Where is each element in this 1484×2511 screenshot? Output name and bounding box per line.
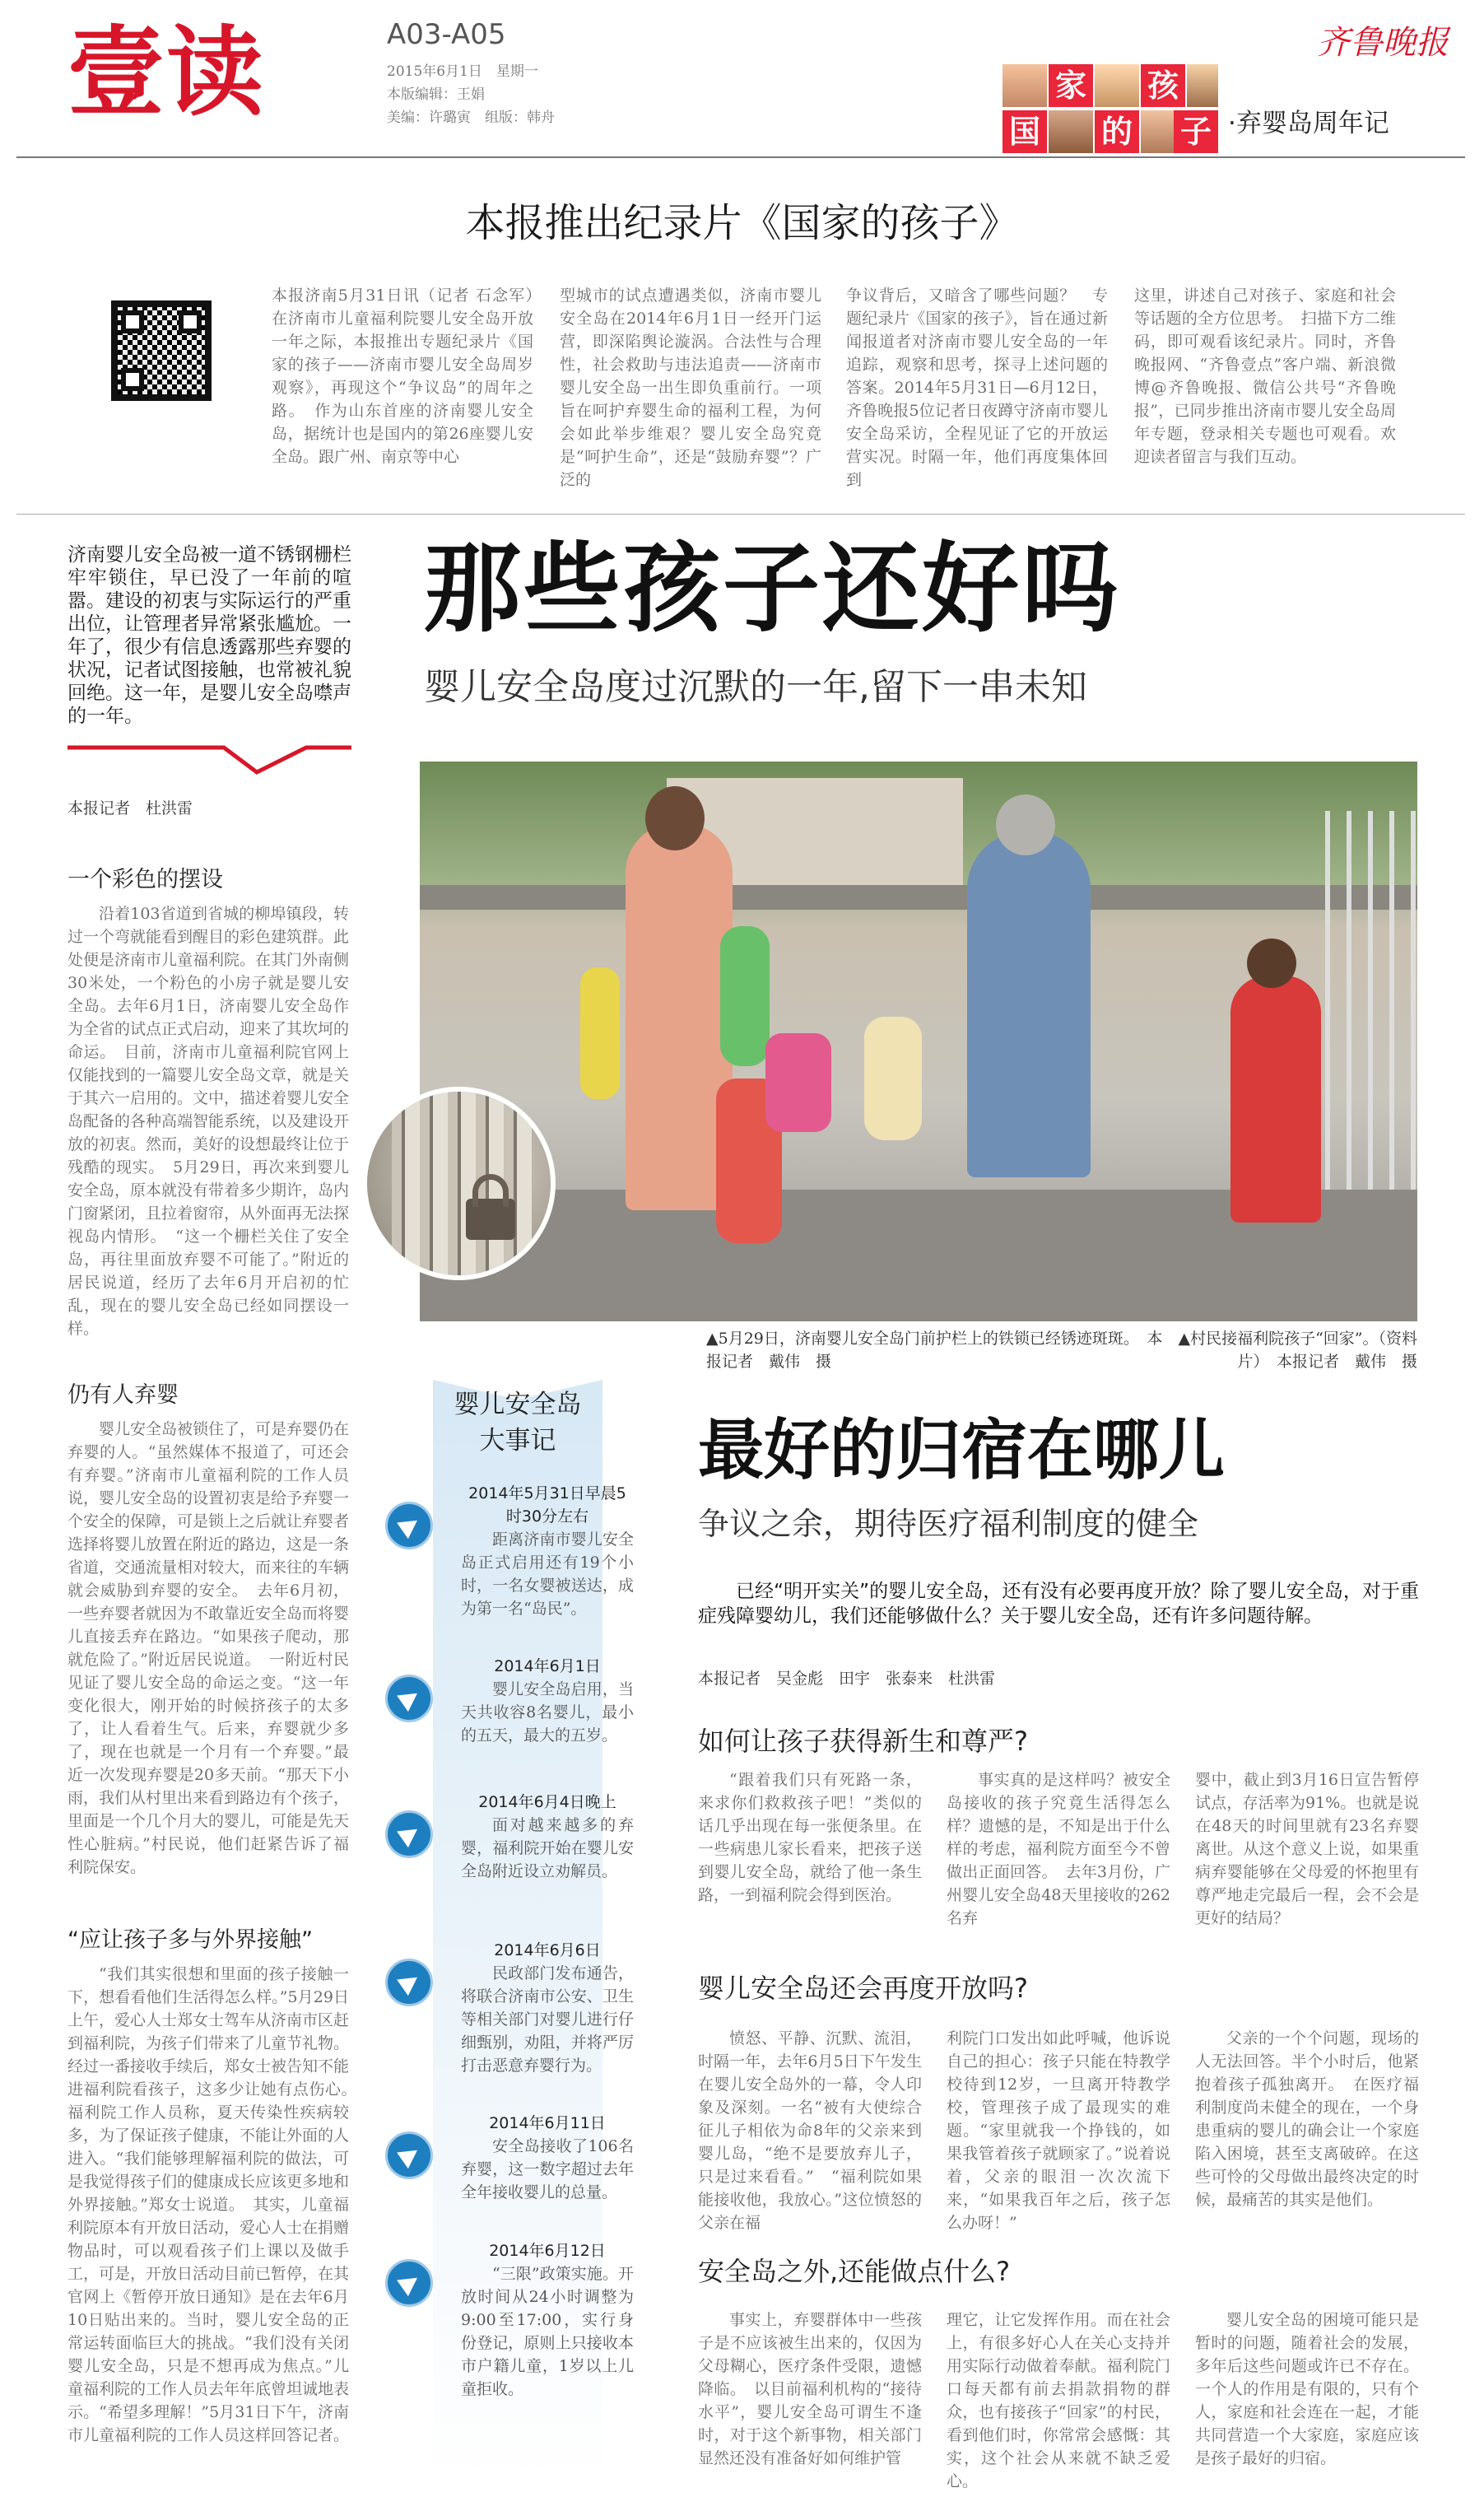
qr-code[interactable] (111, 300, 212, 401)
question-2-title: 婴儿安全岛还会再度开放吗? (698, 1973, 1028, 2004)
timeline-item (385, 2112, 632, 2252)
story1-lede: 济南婴儿安全岛被一道不锈钢栅栏牢牢锁住，早已没了一年前的喧嚣。建设的初衷与实际运行的严重出位，让管理者异常紧张尴尬。一年了，很少有信息透露那些弃婴的状况，记者试图接触，也常被礼貌回绝。这一年，是婴儿安全岛噤声的一年。 (67, 544, 351, 727)
paragraph: “跟着我们只有死路一条，来求你们救救孩子吧！”类似的话几乎出现在每一张便条里。在一些病患儿家长看来，把孩子送到婴儿安全岛，就给了他一条生路，一到福利院会得到医治。 (698, 1771, 922, 1904)
paragraph: 愤怒、平静、沉默、流泪，时隔一年，去年6月5日下午发生在婴儿安全岛外的一幕，令人印象及深刻。一名“被有大使综合征儿子相依为命8年的父亲来到婴儿岛，“绝不是要放弃儿子，只是过来看看。” “福利院如果能接收他，我放心。”这位愤怒的父亲在福 (698, 2029, 922, 2232)
timeline-entry (461, 2112, 634, 2204)
arrow-icon (385, 1810, 433, 1858)
intro-col-1: 本报济南5月31日讯（记者 石念军） 在济南市儿童福利院婴儿安全岛开放一年之际，本报推出专题纪录片《国家的孩子——济南市婴儿安全岛周岁观察》，再现这个“争议岛”的周年之路。 作为山东首座的济南婴儿安全岛，据统计也是国内的第26座婴儿安全岛。跟广州、南京等中心 (272, 287, 550, 466)
series-photo (1049, 110, 1093, 153)
story1-section-1: 一个彩色的摆设 (67, 867, 223, 892)
story1-body-2 (67, 1418, 349, 1879)
paragraph: 理它，让它发挥作用。而在社会上，有很多好心人在关心支持并用实际行动做着奉献。福利院门口每天都有前去捐款捐物的群众，也有接孩子“回家”的村民，看到他们时，你常常会感慨：其实，这个社会从来就不缺乏爱心。 (947, 2311, 1170, 2490)
series-char: 的 (1095, 110, 1139, 153)
timeline-text: 婴儿安全岛启用，当天共收容8名婴儿，最小的五天，最大的五岁。 (461, 1680, 634, 1745)
section-logo: 壹读 (67, 16, 266, 129)
q3-col-3 (1195, 2308, 1419, 2470)
paragraph: 父亲的一个个问题，现场的人无法回答。半个小时后，他紧抱着孩子孤独离开。 在医疗福利制度尚未健全的现在，一个身患重病的婴儿的确会让一个家庭陷入困境，甚至支离破碎。在这些可怜的父母做出最终决定的时候，最痛苦的其实是他们。 (1195, 2029, 1419, 2209)
timeline-entry (461, 1791, 634, 1883)
paragraph: 婴儿安全岛的困境可能只是暂时的问题，随着社会的发展，多年后这些问题或许已不存在。一个人的作用是有限的，只有个人，家庭和社会连在一起，才能共同营造一个大家庭，家庭应该是孩子最好的归宿。 (1195, 2311, 1419, 2467)
arrow-icon (385, 1675, 433, 1722)
q1-col-3 (1195, 1768, 1419, 1930)
intro-col-2: 型城市的试点遭遇类似，济南市婴儿安全岛在2014年6月1日一经开门运营，即深陷舆论漩涡。合法性与合理性，社会救助与违法追责——济南市婴儿安全岛一出生即负重前行。一项旨在呵护弃婴生命的福利工程，为何会如此举步维艰？婴儿安全岛究竟是“呵护生命”，还是“鼓励弃婴”？广泛的 (560, 287, 821, 489)
newspaper-logo: 齐鲁晚报 (1317, 24, 1449, 62)
intro-col-4: 这里，讲述自己对孩子、家庭和社会等话题的全方位思考。 扫描下方二维码，即可观看该纪录片。同时，齐鲁晚报网、“齐鲁壹点”客户端、新浪微博@齐鲁晚报、微信公共号“齐鲁晚报”，已同步推出济南市婴儿安全岛周年专题，登录相关专题也可观看。欢迎读者留言与我们互动。 (1134, 287, 1396, 466)
timeline-entry (461, 2239, 634, 2401)
story1-headline: 那些孩子还好吗 (424, 532, 1122, 645)
timeline-date: 2014年6月6日 (494, 1941, 601, 1959)
q1-col-2 (947, 1768, 1170, 1930)
arrow-icon (385, 2259, 433, 2307)
caption-right: ▲村民接福利院孩子“回家”。（资料片） 本报记者 戴伟 摄 (1178, 1330, 1417, 1371)
story1-subhead: 婴儿安全岛度过沉默的一年,留下一串未知 (424, 666, 1087, 708)
series-char: 孩 (1141, 64, 1185, 107)
q2-col-2 (947, 2027, 1170, 2234)
timeline-date: 2014年5月31日早晨5时30分左右 (468, 1484, 626, 1526)
lock-photo (362, 1087, 556, 1280)
lede-text: 已经“明开实关”的婴儿安全岛，还有没有必要再度开放？除了婴儿安全岛，对于重症残障婴幼儿，我们还能够做什么？关于婴儿安全岛，还有许多问题待解。 (698, 1581, 1419, 1627)
question-1-title: 如何让孩子获得新生和尊严? (698, 1726, 1028, 1757)
masthead-design: 美编：许璐寅 组版：韩舟 (387, 109, 555, 126)
timeline-text: 距离济南市婴儿安全岛正式启用还有19个小时，一名女婴被送达，成为第一名“岛民”。 (461, 1530, 634, 1618)
story2-lede (698, 1579, 1419, 1628)
paragraph: “我们其实很想和里面的孩子接触一下，想看看他们生活得怎么样。”5月29日上午，爱心人士郑女士驾车从济南市区赶到福利院，为孩子们带来了儿童节礼物。经过一番接收手续后，郑女士被告知不能进福利院看孩子，这多少让她有点伤心。 福利院工作人员称，夏天传染性疾病较多，为了保证孩子健康，不能让外面的人进入。“我们能够理解福利院的做法，可是我觉得孩子们的健康成长应该更多地和外界接触。”郑女士说道。 其实，儿童福利院原本有开放日活动，爱心人士在捐赠物品时，可以观看孩子们上课以及做手工，可是，开放日活动目前已暂停，在其官网上《暂停开放日通知》是在去年6月10日贴出来的。当时，婴儿安全岛的正常运转面临巨大的挑战。“我们没有关闭婴儿安全岛，只是不想再成为焦点。”儿童福利院的工作人员去年年底曾坦诚地表示。“希望多理解！”5月31日下午，济南市儿童福利院的工作人员这样回答记者。 (67, 1965, 365, 2444)
arrow-icon (385, 1502, 433, 1549)
paragraph: 沿着103省道到省城的柳埠镇段，转过一个弯就能看到醒目的彩色建筑群。此处便是济南市儿童福利院。在其门外南侧30米处，一个粉色的小房子就是婴儿安全岛。去年6月1日，济南婴儿安全岛作为全省的试点正式启动，迎来了其坎坷的命运。 目前，济南市儿童福利院官网上仅能找到的一篇婴儿安全岛文章，就是关于其六一启用的。文中，描述着婴儿安全岛配备的各种高端智能系统，以及建设开放的初衷。然而，美好的设想最终让位于残酷的现实。 5月29日，再次来到婴儿安全岛，原本就没有带着多少期许，岛内门窗紧闭，且拉着窗帘，从外面再无法探视岛内情形。 “这一个栅栏关住了安全岛，再往里面放弃婴不可能了。”附近的居民说道，经历了去年6月开启初的忙乱，现在的婴儿安全岛已经如同摆设一样。 (67, 905, 350, 1338)
series-label: ·弃婴岛周年记 (1228, 109, 1389, 138)
series-photo (1095, 64, 1139, 107)
timeline-text: “三限”政策实施。开放时间从24小时调整为9:00至17:00，实行身份登记，原则上只接收本市户籍儿童，1岁以上儿童拒收。 (461, 2265, 634, 2398)
timeline-text: 安全岛接收了106名弃婴，这一数字超过去年全年接收婴儿的总量。 (461, 2137, 634, 2201)
masthead-editor: 本版编辑：王娟 (387, 86, 485, 103)
timeline (385, 1350, 650, 2486)
paragraph: 利院门口发出如此呼喊，他诉说自己的担心：孩子只能在特教学校待到12岁，一旦离开特教学校，管理孩子成了最现实的难题。“家里就我一个挣钱的，如果我管着孩子就顾家了。”说着说着，父亲的眼泪一次次流下来，“如果我百年之后，孩子怎么办呀！” (947, 2029, 1170, 2232)
q2-col-1 (698, 2027, 922, 2234)
lede-pointer (67, 739, 351, 780)
intro-col-3: 争议背后，又暗含了哪些问题？ 专题纪录片《国家的孩子》，旨在通过新闻报道者对济南市婴儿安全岛的一年追踪，观察和思考，探寻上述问题的答案。2014年5月31日—6月12日，齐鲁晚报5位记者日夜蹲守济南市婴儿安全岛采访，全程见证了它的开放运营实况。时隔一年，他们再度集体回到 (846, 287, 1108, 489)
timeline-text: 面对越来越多的弃婴，福利院开始在婴儿安全岛附近设立劝解员。 (461, 1816, 634, 1880)
timeline-text: 民政部门发布通告，将联合济南市公安、卫生等相关部门对婴儿进行仔细甄别，劝阻，并将严厉打击恶意弃婴行为。 (461, 1964, 634, 2075)
story1-body-3 (67, 1963, 365, 2447)
timeline-entry (461, 1655, 634, 1747)
arrow-icon (385, 1959, 433, 2006)
masthead-date: 2015年6月1日 星期一 (387, 63, 538, 80)
q3-col-1 (698, 2308, 922, 2470)
question-3-title: 安全岛之外,还能做点什么? (698, 2256, 1011, 2287)
intro-rule (16, 514, 1465, 515)
story2-byline: 本报记者 吴金彪 田宇 张泰来 杜洪雷 (698, 1670, 996, 1688)
paragraph: 婴儿安全岛被锁住了，可是弃婴仍在弃婴的人。“虽然媒体不报道了，可还会有弃婴。”济南市儿童福利院的工作人员说，婴儿安全岛的设置初衷是给予弃婴一个安全的保障，可是锁上之后就让弃婴者选择将婴儿放置在附近的路边，这是一条省道，交通流量相对较大，而来往的车辆就会威胁到弃婴的安全。 去年6月初，一些弃婴者就因为不敢靠近安全岛而将婴儿直接丢弃在路边。“如果孩子爬动，那就危险了。”附近居民说道。 一附近村民见证了婴儿安全岛的命运之变。“这一年变化很大，刚开始的时候挤孩子的太多了，让人看着生气。后来，弃婴就少多了，现在也就是一个月有一个弃婴。”最近一次发现弃婴是20多天前。“那天下小雨，我们从村里出来看到路边有个孩子，里面是一个几个月大的婴儿，可能是先天性心脏病。”村民说，他们赶紧告诉了福利院保安。 (67, 1420, 350, 1876)
series-char: 国 (1003, 110, 1047, 153)
arrow-icon (385, 2131, 433, 2179)
story1-section-3: “应让孩子多与外界接触” (67, 1927, 313, 1953)
story2-subhead: 争议之余，期待医疗福利制度的健全 (698, 1506, 1199, 1542)
series-char: 子 (1174, 110, 1218, 153)
series-badge (1003, 64, 1218, 153)
timeline-date: 2014年6月12日 (489, 2242, 606, 2260)
timeline-item (385, 2239, 632, 2445)
story2-headline: 最好的归宿在哪儿 (698, 1412, 1225, 1488)
timeline-item (385, 1655, 632, 1795)
caption-left: ▲5月29日，济南婴儿安全岛门前护栏上的铁锁已经锈迹斑斑。 本报记者 戴伟 摄 (706, 1330, 1163, 1371)
timeline-item (385, 1482, 632, 1647)
story1-section-2: 仍有人弃婴 (67, 1382, 179, 1408)
timeline-date: 2014年6月4日晚上 (478, 1793, 616, 1811)
story1-byline: 本报记者 杜洪雷 (67, 799, 193, 818)
series-photo (1003, 64, 1047, 107)
series-char: 家 (1049, 64, 1093, 107)
timeline-title: 婴儿安全岛 (454, 1390, 582, 1419)
q3-col-2 (947, 2308, 1170, 2493)
page-range: A03-A05 (387, 18, 506, 51)
q2-col-3 (1195, 2027, 1419, 2211)
story1-body-1 (67, 902, 349, 1340)
paragraph: 事实真的是这样吗？被安全岛接收的孩子究竟生活得怎么样？遗憾的是，不知是出于什么样的考虑，福利院方面至今不曾做出正面回答。 去年3月份，广州婴儿安全岛48天里接收的262名弃 (947, 1771, 1170, 1927)
timeline-date: 2014年6月11日 (489, 2114, 606, 2132)
timeline-entry (461, 1482, 634, 1620)
q1-col-1 (698, 1768, 922, 1907)
timeline-title: 大事记 (479, 1426, 556, 1456)
paragraph: 事实上，弃婴群体中一些孩子是不应该被生出来的，仅因为父母糊心，医疗条件受限，遗憾降临。 以目前福利机构的“接待水平”，婴儿安全岛可谓生不逢时，对于这个新事物，相关部门显然还没有准备好如何维护管 (698, 2311, 922, 2467)
intro-headline: 本报推出纪录片《国家的孩子》 (465, 200, 1019, 246)
children-photo (420, 762, 1417, 1321)
timeline-item (385, 1791, 632, 1955)
paragraph: 婴中，截止到3月16日宣告暂停试点，存活率为91%。也就是说在48天的时间里就有23名弃婴离世。从这个意义上说，如果重病弃婴能够在父母爱的怀抱里有尊严地走完最后一程，会不会是更好的结局？ (1195, 1771, 1419, 1927)
timeline-entry (461, 1939, 634, 2077)
masthead-rule (16, 156, 1465, 158)
series-photo (1187, 64, 1218, 107)
timeline-date: 2014年6月1日 (494, 1657, 601, 1675)
